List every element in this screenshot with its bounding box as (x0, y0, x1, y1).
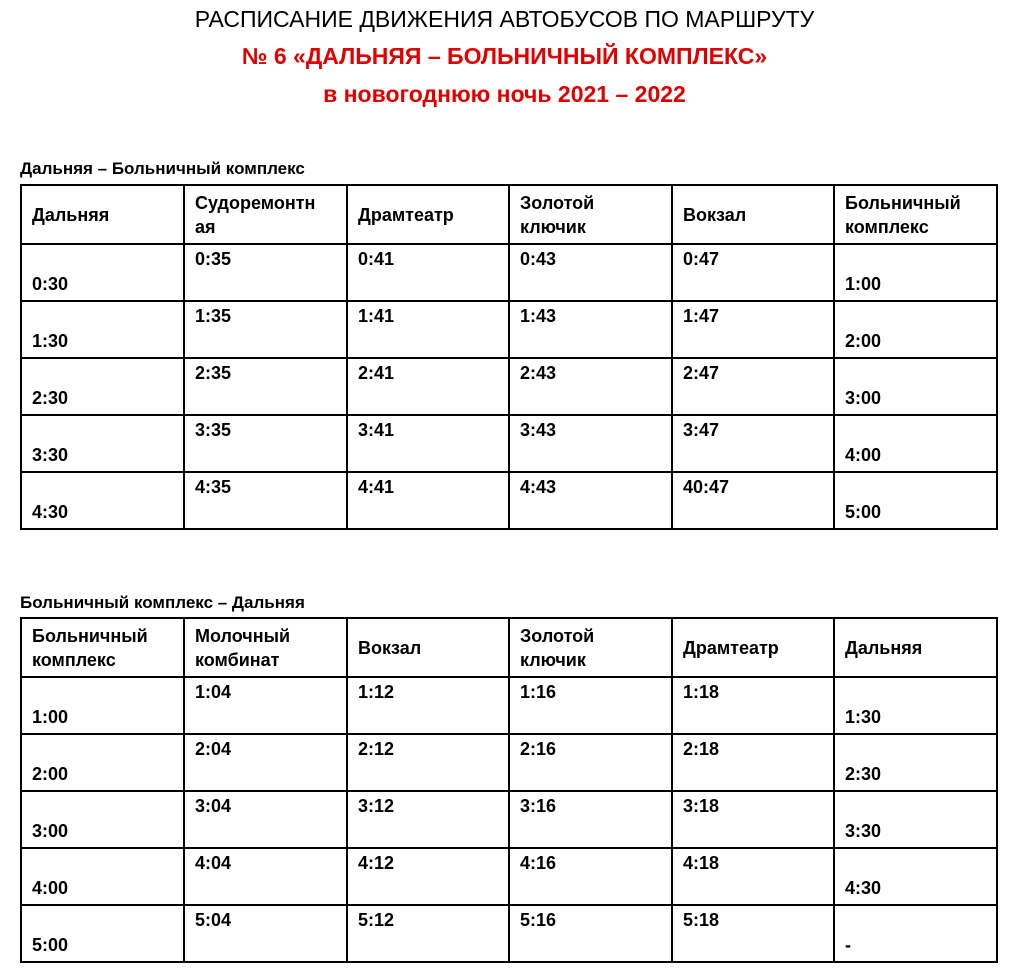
time-cell: 3:12 (347, 791, 509, 848)
table-row (21, 791, 997, 848)
time-cell: 4:00 (834, 415, 997, 472)
time-cell: 3:18 (672, 791, 834, 848)
column-header: Молочный комбинат (184, 618, 347, 677)
time-cell: 2:47 (672, 358, 834, 415)
table-row (21, 358, 997, 415)
table-row (21, 301, 997, 358)
time-cell: 1:16 (509, 677, 672, 734)
time-cell: 4:43 (509, 472, 672, 529)
time-cell: 2:12 (347, 734, 509, 791)
column-header: Драмтеатр (672, 618, 834, 677)
time-cell: 1:00 (21, 677, 184, 734)
time-cell: 0:47 (672, 244, 834, 301)
time-cell: 1:12 (347, 677, 509, 734)
table1-title: Дальняя – Больничный комплекс (20, 159, 305, 178)
column-header: Больничный комплекс (834, 185, 997, 244)
time-cell: 1:00 (834, 244, 997, 301)
time-cell: 4:04 (184, 848, 347, 905)
time-cell: 0:30 (21, 244, 184, 301)
time-cell: 2:16 (509, 734, 672, 791)
time-cell: 3:00 (834, 358, 997, 415)
column-header: Дальняя (834, 618, 997, 677)
time-cell: 0:35 (184, 244, 347, 301)
time-cell: 3:43 (509, 415, 672, 472)
column-header: Золотой ключик (509, 618, 672, 677)
time-cell: 2:30 (21, 358, 184, 415)
column-header: Вокзал (672, 185, 834, 244)
time-cell: 1:18 (672, 677, 834, 734)
time-cell: 2:35 (184, 358, 347, 415)
column-header: Драмтеатр (347, 185, 509, 244)
time-cell: 1:04 (184, 677, 347, 734)
time-cell: 5:00 (21, 905, 184, 962)
time-cell: 2:41 (347, 358, 509, 415)
table-row (21, 677, 997, 734)
time-cell: 1:41 (347, 301, 509, 358)
time-cell: 3:16 (509, 791, 672, 848)
time-cell: 3:41 (347, 415, 509, 472)
time-cell: 2:00 (834, 301, 997, 358)
schedule-table-outbound (20, 184, 998, 530)
schedule-table-return (20, 617, 998, 963)
column-header: Больничный комплекс (21, 618, 184, 677)
table-row (21, 244, 997, 301)
table-header-row (21, 185, 997, 244)
document-title: РАСПИСАНИЕ ДВИЖЕНИЯ АВТОБУСОВ ПО МАРШРУТУ (194, 6, 815, 32)
time-cell: 4:16 (509, 848, 672, 905)
time-cell: 4:18 (672, 848, 834, 905)
time-cell: 2:43 (509, 358, 672, 415)
table2-title: Больничный комплекс – Дальняя (20, 593, 305, 612)
time-cell: 40:47 (672, 472, 834, 529)
column-header: Золотой ключик (509, 185, 672, 244)
column-header: Судоремонтн ая (184, 185, 347, 244)
column-header: Вокзал (347, 618, 509, 677)
schedule-date: в новогоднюю ночь 2021 – 2022 (323, 81, 686, 107)
time-cell: 4:30 (21, 472, 184, 529)
table-row (21, 472, 997, 529)
time-cell: 3:30 (834, 791, 997, 848)
time-cell: 3:30 (21, 415, 184, 472)
time-cell: 1:30 (21, 301, 184, 358)
time-cell: 1:47 (672, 301, 834, 358)
time-cell: - (834, 905, 997, 962)
time-cell: 5:18 (672, 905, 834, 962)
time-cell: 0:43 (509, 244, 672, 301)
time-cell: 3:04 (184, 791, 347, 848)
table-row (21, 905, 997, 962)
time-cell: 4:41 (347, 472, 509, 529)
time-cell: 5:04 (184, 905, 347, 962)
time-cell: 1:35 (184, 301, 347, 358)
time-cell: 4:12 (347, 848, 509, 905)
time-cell: 3:35 (184, 415, 347, 472)
time-cell: 2:00 (21, 734, 184, 791)
time-cell: 2:18 (672, 734, 834, 791)
time-cell: 5:12 (347, 905, 509, 962)
table-header-row (21, 618, 997, 677)
route-name: № 6 «ДАЛЬНЯЯ – БОЛЬНИЧНЫЙ КОМПЛЕКС» (241, 43, 768, 69)
table-row (21, 848, 997, 905)
time-cell: 3:47 (672, 415, 834, 472)
time-cell: 1:43 (509, 301, 672, 358)
time-cell: 0:41 (347, 244, 509, 301)
time-cell: 2:30 (834, 734, 997, 791)
time-cell: 5:00 (834, 472, 997, 529)
time-cell: 4:35 (184, 472, 347, 529)
time-cell: 4:30 (834, 848, 997, 905)
column-header: Дальняя (21, 185, 184, 244)
table-row (21, 734, 997, 791)
table-row (21, 415, 997, 472)
time-cell: 4:00 (21, 848, 184, 905)
time-cell: 5:16 (509, 905, 672, 962)
time-cell: 3:00 (21, 791, 184, 848)
time-cell: 2:04 (184, 734, 347, 791)
time-cell: 1:30 (834, 677, 997, 734)
